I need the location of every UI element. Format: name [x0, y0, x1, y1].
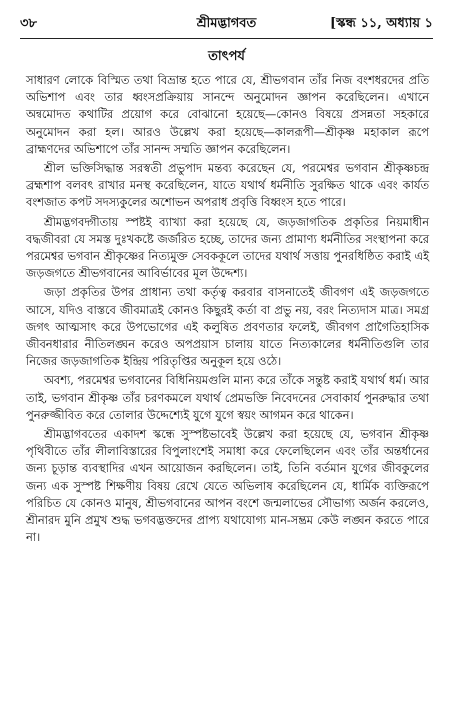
paragraph: শ্রীল ভক্তিসিদ্ধান্ত সরস্বতী প্রভুপাদ মন্তব্য করেছেন যে, পরমেশ্বর ভগবান শ্রীকৃষ্ণচন্দ্র ব্রহ্মশাপ বলবৎ রাখার মনস্থ করেছিলেন, যাতে যথার্থ ধর্মনীতি সুরক্ষিত থাকে এবং কার্যত বংশজাত কপট সদস্যকুলের অশোভন অপরাধ প্রবৃত্তি বিধ্বংস হতে পারে। — [26, 161, 429, 210]
paragraph: শ্রীমদ্ভগবদ্গীতায় স্পষ্টই ব্যাখ্যা করা হয়েছে যে, জড়জাগতিক প্রকৃতির নিয়মাধীন বদ্ধজীবরা যে সমস্ত দুঃখকষ্টে জর্জরিত হচ্ছে, তাদের জন্য প্রামাণ্য ধর্মনীতির সংস্থাপনা করে পরমেশ্বর ভগবান শ্রীকৃষ্ণের নিত্যমুক্ত সেবককূলে তাদের যথার্থ সত্তায় পুনরধিষ্ঠিত করাই এই জড়জগতে শ্রীভগবানের আবির্ভাবের মূল উদ্দেশ্য। — [26, 214, 429, 281]
paragraph: জড়া প্রকৃতির উপর প্রাধান্য তথা কর্তৃত্ব করবার বাসনাতেই জীবগণ এই জড়জগতে আসে, যদিও বাস্তবে জীবমাত্রই কোনও কিছুরই কর্তা বা প্রভু নয়, বরং নিত্যদাস মাত্র। সমগ্র জগৎ আত্মসাৎ করে উপভোগের এই কলুষিত প্রবণতার ফলেই, জীবগণ প্রাগৈতিহাসিক জীবনধারার নীতিলঙ্ঘন করেও অপপ্রয়াস চালায় যাতে নিত্যকালের ধর্মনীতিগুলি তার নিজের জড়জাগতিক ইন্দ্রিয় পরিতৃপ্তির অনুকূল হয়ে ওঠে। — [26, 285, 429, 369]
purport-heading: তাৎপর্য — [208, 49, 245, 64]
book-title: শ্রীমদ্ভাগবত — [196, 16, 257, 31]
running-header — [20, 14, 433, 36]
paragraph: সাধারণ লোকে বিস্মিত তথা বিভ্রান্ত হতে পারে যে, শ্রীভগবান তাঁর নিজ বংশধরদের প্রতি অভিশাপ এবং তার ধ্বংসপ্রক্রিয়ায় সানন্দে অনুমোদন জ্ঞাপন করেছিলেন। এখানে অন্বমোদত কথাটির প্রয়োগ করে বোঝানো হয়েছে—কোনও বিষয়ে প্রসন্নতা সহকারে অনুমোদন করা হল। আরও উল্লেখ করা হয়েছে—কালরূপী—শ্রীকৃষ্ণ মহাকাল রূপে ব্রাহ্মণদের অভিশাপে তাঁর সানন্দ সম্মতি জ্ঞাপন করেছিলেন। — [26, 73, 429, 156]
purport-body — [26, 72, 429, 548]
page-number: ৩৮ — [20, 16, 37, 31]
paragraph: শ্রীমদ্ভাগবতের একাদশ স্কন্ধে সুস্পষ্টভাবেই উল্লেখ করা হয়েছে যে, ভগবান শ্রীকৃষ্ণ পৃথিবীতে তাঁর লীলাবিস্তারের বিপুলাংশেই সমাধা করে ফেলেছিলেন এবং তাঁর অন্তর্ধানের জন্য চূড়ান্ত ব্যবস্থাদির এখন আয়োজন করছিলেন। তাই, তিনি বর্তমান যুগের জীবকুলের জন্য এক সুস্পষ্ট শিক্ষণীয় বিষয় রেখে যেতে অভিলাষ করেছিলেন যে, ধার্মিক ব্যক্তিরূপে পরিচিত যে কোনও মানুষ, শ্রীভগবানের আপন বংশে জন্মলাভের সৌভাগ্য অর্জন করলেও, শ্রীনারদ মুনি প্রমুখ শুদ্ধ ভগবদ্ভক্তদের প্রাপ্য যথাযোগ্য মান-সম্ভ্রম কেউ লঙ্ঘন করতে পারে না। — [26, 427, 429, 545]
header-rule — [20, 38, 433, 39]
paragraph: অবশ্য, পরমেশ্বর ভগবানের বিধিনিয়মগুলি মান্য করে তাঁকে সন্তুষ্ট করাই যথার্থ ধর্ম। আর তাই, ভগবান শ্রীকৃষ্ণ তাঁর চরণকমলে যথার্থ প্রেমভক্তি নিবেদনের সেবাকার্য পুনরুদ্ধার তথা পুনরুজ্জীবিত করে তোলার উদ্দেশ্যেই যুগে যুগে স্বয়ং আগমন করে থাকেন। — [26, 373, 429, 422]
section-reference: [স্কন্ধ ১১, অধ্যায় ১ — [330, 16, 433, 31]
